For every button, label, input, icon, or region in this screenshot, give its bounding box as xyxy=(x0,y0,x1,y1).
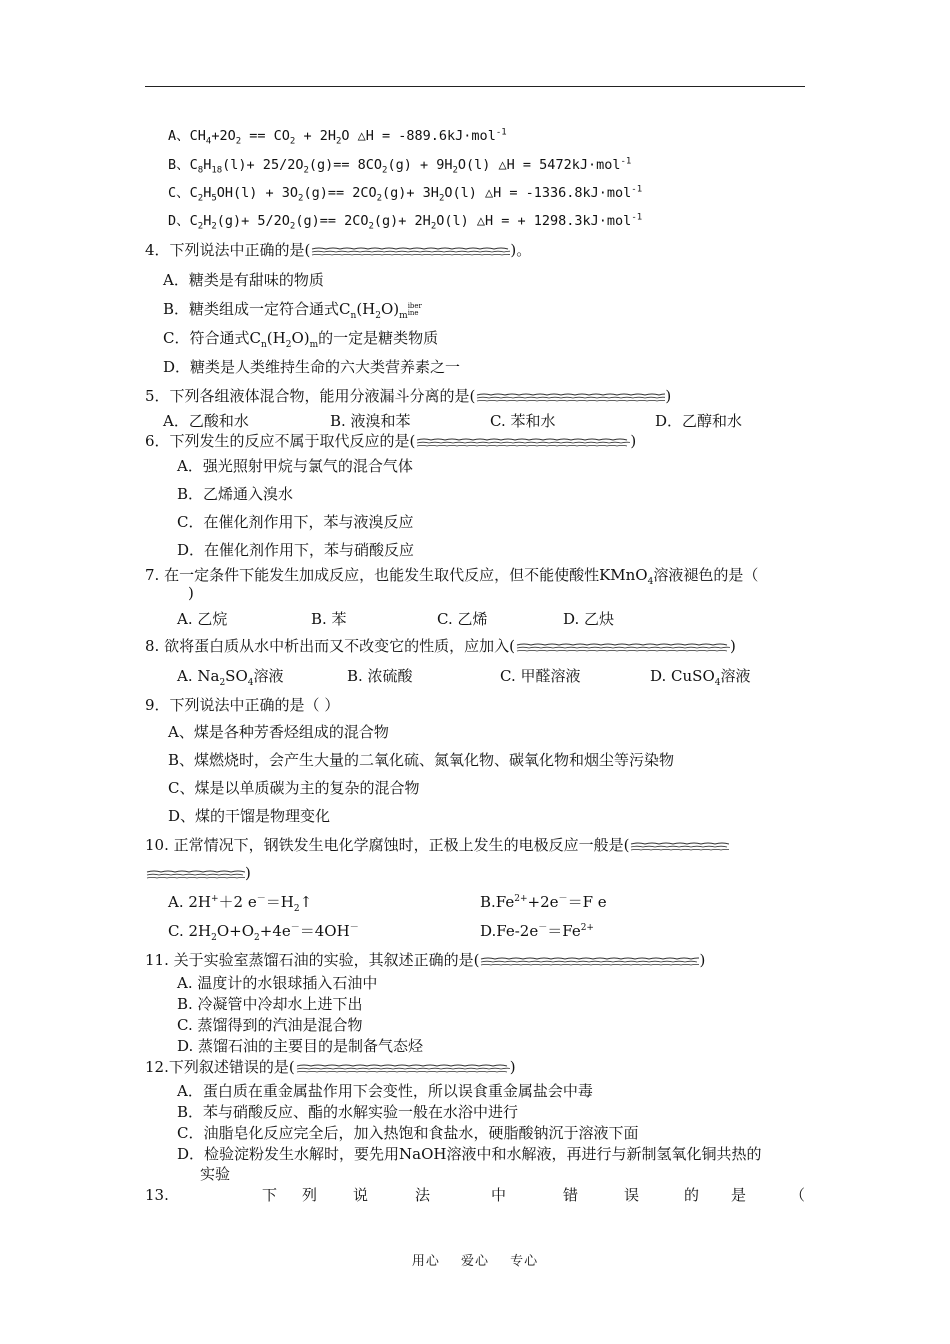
q12-option-a: A．蛋白质在重金属盐作用下会变性，所以误食重金属盐会中毒 xyxy=(177,1082,593,1100)
answer-blank[interactable] xyxy=(479,955,699,967)
q5-option-a: A．乙酸和水 xyxy=(163,412,249,430)
q6-option-a: A．强光照射甲烷与氯气的混合气体 xyxy=(177,457,413,475)
q7-stem: 7. 在一定条件下能发生加成反应，也能发生取代反应，但不能使酸性KMnO$_4$溶液褪色的是（ xyxy=(145,566,759,587)
footer-item: 爱心 xyxy=(460,1254,489,1269)
q13-char: 错 xyxy=(563,1186,579,1204)
answer-blank[interactable] xyxy=(475,391,665,403)
q8-option-d: D. CuSO$_4$溶液 xyxy=(650,667,751,688)
q5-option-d: D．乙醇和水 xyxy=(655,412,743,430)
q10-option-c: C. $2H_2O+O_2+4e^-=4OH^-$ xyxy=(168,922,359,943)
q11-option-d: D. 蒸馏石油的主要目的是制备气态烃 xyxy=(177,1037,424,1055)
q10-stem: 10. 正常情况下，钢铁发生电化学腐蚀时，正极上发生的电极反应一般是( xyxy=(145,836,729,854)
answer-blank[interactable] xyxy=(415,436,630,448)
q12-option-c: C．油脂皂化反应完全后，加入热饱和食盐水，硬脂酸钠沉于溶液下面 xyxy=(177,1124,639,1142)
q9-option-a: A、煤是各种芳香烃组成的混合物 xyxy=(168,723,389,741)
q11-option-b: B. 冷凝管中冷却水上进下出 xyxy=(177,995,363,1013)
q7-option-b: B. 苯 xyxy=(311,610,347,628)
q3-option-c: C、$C_2H_5OH(l) + 3O_2(g)== 2CO_2(g)+ 3H_2O(l)$ △H = -1336.8kJ·mol$^{-1}$ xyxy=(168,184,643,204)
q11-option-a: A. 温度计的水银球插入石油中 xyxy=(177,974,378,992)
q13-char: 列 xyxy=(302,1186,318,1204)
q11-option-c: C. 蒸馏得到的汽油是混合物 xyxy=(177,1016,363,1034)
q9-option-d: D、煤的干馏是物理变化 xyxy=(168,807,331,825)
footer-item: 专心 xyxy=(510,1254,539,1269)
q5-stem: 5．下列各组液体混合物，能用分液漏斗分离的是( ) xyxy=(145,387,671,405)
q13-char: 说 xyxy=(353,1186,369,1204)
q13-char: 法 xyxy=(415,1186,431,1204)
page-footer xyxy=(0,1250,950,1269)
q12-option-b: B．苯与硝酸反应、酯的水解实验一般在水浴中进行 xyxy=(177,1103,519,1121)
q8-stem: 8. 欲将蛋白质从水中析出而又不改变它的性质，应加入( ) xyxy=(145,637,736,655)
q4-stem: 4．下列说法中正确的是( )。 xyxy=(145,241,532,259)
q13-char: 是 xyxy=(731,1186,747,1204)
q5-option-c: C. 苯和水 xyxy=(490,412,556,430)
q13-char: （ xyxy=(790,1186,806,1204)
q10-stem-cont: ) xyxy=(145,864,251,882)
q4-option-d: D．糖类是人类维持生命的六大类营养素之一 xyxy=(163,358,461,376)
q8-option-c: C. 甲醛溶液 xyxy=(500,667,581,685)
answer-blank[interactable] xyxy=(295,1062,510,1074)
q10-option-b: $B.Fe^{2+}+2e^-=F$ e xyxy=(480,893,607,911)
answer-blank[interactable] xyxy=(515,641,730,653)
q6-option-b: B．乙烯通入溴水 xyxy=(177,485,294,503)
q11-stem: 11. 关于实验室蒸馏石油的实验，其叙述正确的是( ) xyxy=(145,951,706,969)
q7-stem-end: ) xyxy=(188,584,194,602)
q12-stem: 12.下列叙述错误的是( ) xyxy=(145,1058,516,1076)
q7-option-d: D. 乙炔 xyxy=(563,610,615,628)
q10-option-d: $D.Fe-2e^-=Fe^{2+}$ xyxy=(480,922,594,940)
q6-stem: 6．下列发生的反应不属于取代反应的是( ) xyxy=(145,432,637,450)
q5-option-b: B. 液溴和苯 xyxy=(330,412,411,430)
q6-option-d: D．在催化剂作用下，苯与硝酸反应 xyxy=(177,541,415,559)
q4-option-c: C．符合通式$C_n(H_2O)_m$的一定是糖类物质 xyxy=(163,329,439,350)
q13-number: 13. xyxy=(145,1186,169,1204)
answer-blank[interactable] xyxy=(310,245,510,257)
q3-option-b: B、$C_8H_{18}(l)+ 25/2O_2(g)== 8CO_2(g) + 9H_2O(l)$ △H = 5472kJ·mol$^{-1}$ xyxy=(168,156,632,176)
q10-option-a: A. 2H+＋2 $e^-=H_2↑$ xyxy=(168,893,313,914)
q4-option-a: A．糖类是有甜味的物质 xyxy=(163,271,324,289)
header-rule xyxy=(145,86,805,87)
q12-option-d-cont: 实验 xyxy=(200,1165,231,1183)
q8-option-a: A. $Na_2SO_4$溶液 xyxy=(177,667,284,688)
q13-char: 误 xyxy=(624,1186,640,1204)
q9-stem: 9．下列说法中正确的是（ ） xyxy=(145,696,340,714)
answer-blank[interactable] xyxy=(145,868,245,880)
q9-option-b: B、煤燃烧时，会产生大量的二氧化硫、氮氧化物、碳氧化物和烟尘等污染物 xyxy=(168,751,675,769)
q13-char: 下 xyxy=(262,1186,278,1204)
q8-option-b: B. 浓硫酸 xyxy=(347,667,413,685)
q13-char: 中 xyxy=(491,1186,507,1204)
q7-option-c: C. 乙烯 xyxy=(437,610,488,628)
q7-option-a: A. 乙烷 xyxy=(177,610,228,628)
q3-option-d: D、$C_2H_2(g)+ 5/2O_2(g)== 2CO_2(g)+ 2H_2O(l)$ △H = + 1298.3kJ·mol$^{-1}$ xyxy=(168,212,643,232)
q12-option-d: D．检验淀粉发生水解时，要先用NaOH溶液中和水解液，再进行与新制氢氧化铜共热的 xyxy=(177,1145,762,1163)
q3-option-a: A、$CH_4+2O_2 == CO_2 + 2H_2O$ △H = -889.6kJ·mol$^{-1}$ xyxy=(168,127,507,147)
q4-option-b: B．糖类组成一定符合通式$C_n(H_2O)_miber$ ine xyxy=(163,300,422,321)
q9-option-c: C、煤是以单质碳为主的复杂的混合物 xyxy=(168,779,420,797)
q6-option-c: C．在催化剂作用下，苯与液溴反应 xyxy=(177,513,414,531)
footer-item: 用心 xyxy=(411,1254,440,1269)
q13-char: 的 xyxy=(684,1186,700,1204)
answer-blank[interactable] xyxy=(629,840,729,852)
